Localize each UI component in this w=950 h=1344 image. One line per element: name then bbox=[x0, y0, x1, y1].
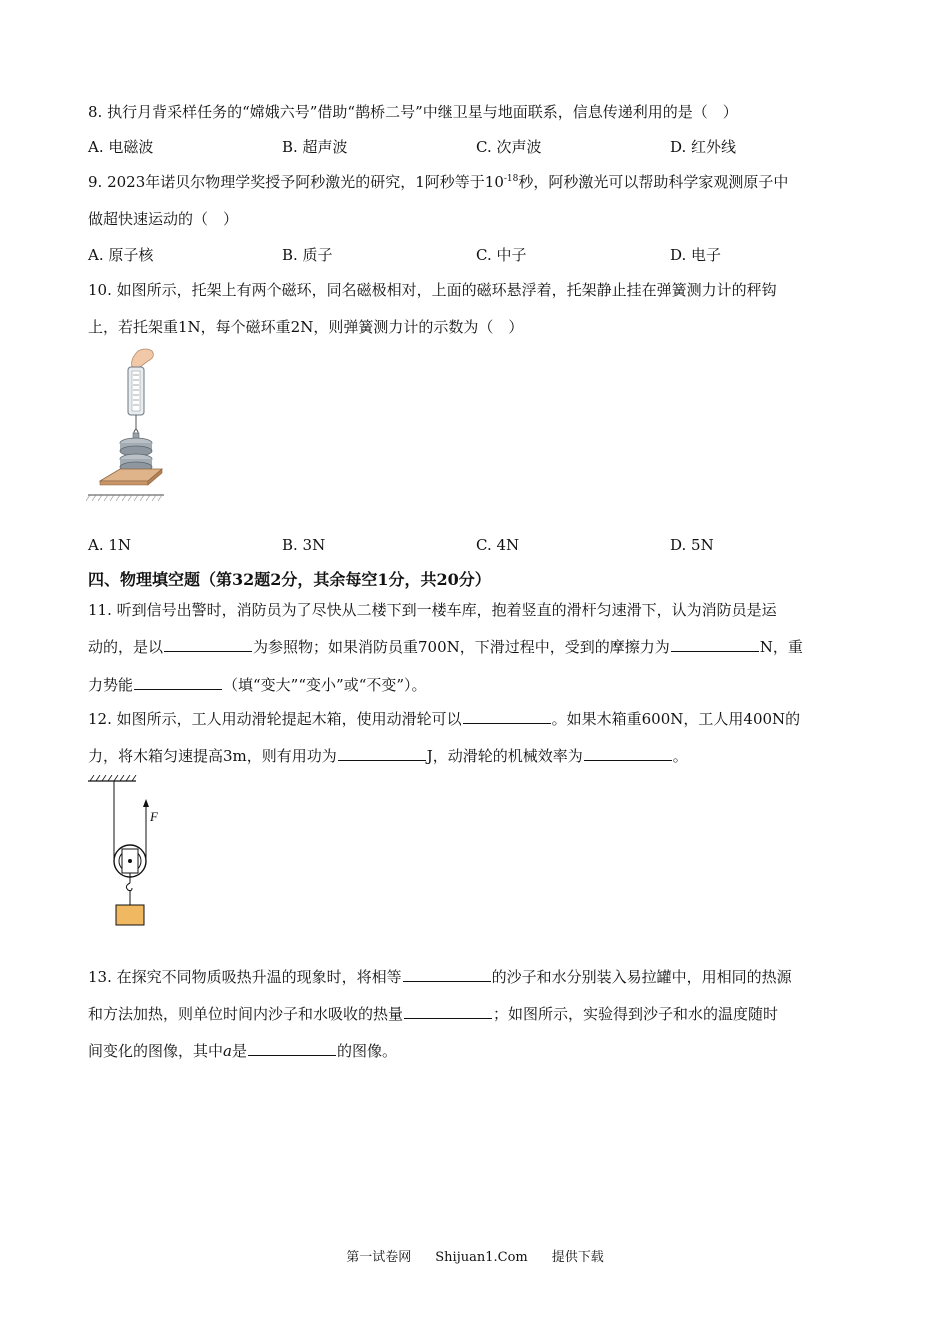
footer-site-url[interactable]: Shijuan1.Com bbox=[435, 1250, 528, 1265]
q12-text-d: J，动滑轮的机械效率为 bbox=[426, 747, 583, 765]
q13-text-d: ；如图所示，实验得到沙子和水的温度随时 bbox=[493, 1005, 779, 1023]
q9-option-c: C. 中子 bbox=[476, 246, 527, 264]
q8-option-c: C. 次声波 bbox=[476, 138, 542, 156]
q10-option-d: D. 5N bbox=[670, 536, 714, 554]
q11-blank-2[interactable] bbox=[671, 637, 759, 652]
q12-line1 bbox=[88, 709, 800, 729]
q9-option-a: A. 原子核 bbox=[88, 246, 154, 264]
q13-line1 bbox=[88, 967, 792, 987]
page-footer bbox=[0, 1246, 950, 1265]
q11-text-c: N，重 bbox=[759, 638, 803, 656]
q13-variable-a: a bbox=[223, 1042, 232, 1060]
q13-blank-3[interactable] bbox=[248, 1041, 336, 1056]
q9-stem-part2: 秒，阿秒激光可以帮助科学家观测原子中 bbox=[518, 173, 789, 191]
q12-blank-3[interactable] bbox=[584, 746, 672, 761]
q9-stem-line1 bbox=[88, 172, 788, 192]
q12-line2 bbox=[88, 746, 688, 766]
q13-line3 bbox=[88, 1041, 397, 1061]
force-label: F bbox=[150, 809, 158, 824]
hand-icon bbox=[132, 349, 154, 367]
q13-text-g: 的图像。 bbox=[336, 1042, 397, 1060]
q12-blank-1[interactable] bbox=[463, 709, 551, 724]
q12-text-a: 12. 如图所示，工人用动滑轮提起木箱，使用动滑轮可以 bbox=[88, 710, 462, 728]
q11-text-e: （填“变大”“变小”或“不变”）。 bbox=[223, 676, 427, 694]
q13-text-e: 间变化的图像，其中 bbox=[88, 1042, 224, 1060]
force-arrow-icon bbox=[143, 799, 149, 807]
q9-exponent: -18 bbox=[503, 174, 519, 184]
q13-text-b: 的沙子和水分别装入易拉罐中，用相同的热源 bbox=[491, 968, 792, 986]
q9-option-b: B. 质子 bbox=[282, 246, 333, 264]
footer-note: 提供下载 bbox=[551, 1250, 604, 1265]
q11-text-a: 动的，是以 bbox=[88, 638, 164, 656]
spring-scale-figure bbox=[86, 345, 166, 505]
q8-stem: 8. 执行月背采样任务的“嫦娥六号”借助“鹊桥二号”中继卫星与地面联系，信息传递利用的是（ ） bbox=[88, 103, 738, 121]
q10-option-b: B. 3N bbox=[282, 536, 326, 554]
q9-stem-part1: 9. 2023年诺贝尔物理学奖授予阿秒激光的研究，1阿秒等于10 bbox=[88, 173, 504, 191]
q13-text-f: 是 bbox=[231, 1042, 247, 1060]
q8-option-a: A. 电磁波 bbox=[88, 138, 154, 156]
q10-stem-line2: 上，若托架重1N，每个磁环重2N，则弹簧测力计的示数为（ ） bbox=[88, 318, 524, 336]
q8-option-d: D. 红外线 bbox=[670, 138, 737, 156]
q11-text-d: 力势能 bbox=[88, 676, 134, 694]
q12-text-c: 力，将木箱匀速提高3m，则有用功为 bbox=[88, 747, 337, 765]
q12-text-b: 。如果木箱重600N，工人用400N的 bbox=[551, 710, 801, 728]
q8-option-b: B. 超声波 bbox=[282, 138, 348, 156]
q12-text-e: 。 bbox=[672, 747, 688, 765]
q13-blank-2[interactable] bbox=[404, 1004, 492, 1019]
q12-blank-2[interactable] bbox=[338, 746, 426, 761]
wooden-box bbox=[116, 905, 144, 925]
q13-line2 bbox=[88, 1004, 778, 1024]
q10-option-c: C. 4N bbox=[476, 536, 520, 554]
footer-site-name: 第一试卷网 bbox=[346, 1250, 412, 1265]
q11-line2 bbox=[88, 637, 803, 657]
q13-text-a: 13. 在探究不同物质吸热升温的现象时，将相等 bbox=[88, 968, 402, 986]
q13-text-c: 和方法加热，则单位时间内沙子和水吸收的热量 bbox=[88, 1005, 404, 1023]
q9-stem-line2: 做超快速运动的（ ） bbox=[88, 210, 239, 228]
q11-blank-3[interactable] bbox=[134, 675, 222, 690]
q13-blank-1[interactable] bbox=[403, 967, 491, 982]
q10-option-a: A. 1N bbox=[88, 536, 132, 554]
q11-text-b: 为参照物；如果消防员重700N，下滑过程中，受到的摩擦力为 bbox=[253, 638, 670, 656]
q9-option-d: D. 电子 bbox=[670, 246, 722, 264]
section-4-title: 四、物理填空题（第32题2分，其余每空1分，共20分） bbox=[88, 570, 491, 589]
q11-blank-1[interactable] bbox=[164, 637, 252, 652]
pulley-figure bbox=[88, 775, 168, 930]
hook-icon bbox=[126, 883, 132, 891]
q11-line1: 11. 听到信号出警时，消防员为了尽快从二楼下到一楼车库，抱着竖直的滑杆匀速滑下，认为消防员是运 bbox=[88, 601, 777, 619]
q10-stem-line1: 10. 如图所示，托架上有两个磁环，同名磁极相对，上面的磁环悬浮着，托架静止挂在弹簧测力计的秤钩 bbox=[88, 281, 777, 299]
q11-line3 bbox=[88, 675, 427, 695]
